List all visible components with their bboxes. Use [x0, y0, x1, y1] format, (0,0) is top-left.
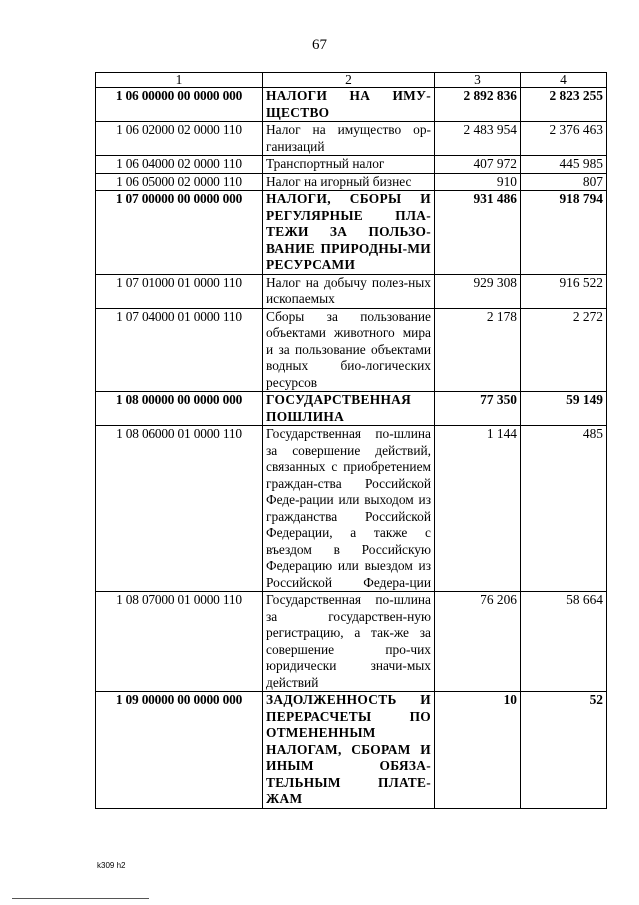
table-row [96, 156, 607, 174]
row-col4: 2 272 [521, 308, 607, 392]
row-col3: 77 350 [435, 392, 521, 426]
row-name: ГОСУДАРСТВЕННАЯ ПОШЛИНА [263, 392, 435, 426]
row-col3: 910 [435, 173, 521, 191]
row-col4: 485 [521, 426, 607, 592]
row-name: Налог на имущество ор-ганизаций [263, 122, 435, 156]
table-row [96, 173, 607, 191]
row-name: Налог на игорный бизнес [263, 173, 435, 191]
row-col3: 2 178 [435, 308, 521, 392]
row-code: 1 06 05000 02 0000 110 [96, 173, 263, 191]
table-row [96, 88, 607, 122]
row-col3: 931 486 [435, 191, 521, 275]
header-col-2: 2 [263, 73, 435, 88]
row-name: Государственная по-шлина за государствен-ную регистрацию, а так-же за совершение про-чих юридически значи-мых действий [263, 592, 435, 692]
row-col4: 918 794 [521, 191, 607, 275]
row-col4: 59 149 [521, 392, 607, 426]
table-row [96, 392, 607, 426]
row-col4: 916 522 [521, 274, 607, 308]
row-code: 1 07 04000 01 0000 110 [96, 308, 263, 392]
row-col3: 1 144 [435, 426, 521, 592]
row-code: 1 08 07000 01 0000 110 [96, 592, 263, 692]
row-name: Государственная по-шлина за совершение действий, связанных с приобретением граждан-ства Российской Феде-рации или выходом из гражданства Российской Федерации, а также с въездом в Российскую Федерацию или выездом из Российской Федера-ции [263, 426, 435, 592]
bottom-rule [12, 898, 149, 899]
table-row [96, 692, 607, 809]
row-name: НАЛОГИ, СБОРЫ И РЕГУЛЯРНЫЕ ПЛА-ТЕЖИ ЗА ПОЛЬЗО-ВАНИЕ ПРИРОДНЫ-МИ РЕСУРСАМИ [263, 191, 435, 275]
table-header-row [96, 73, 607, 88]
row-code: 1 08 00000 00 0000 000 [96, 392, 263, 426]
table-row [96, 122, 607, 156]
row-col4: 445 985 [521, 156, 607, 174]
row-col4: 2 823 255 [521, 88, 607, 122]
row-col4: 52 [521, 692, 607, 809]
table-row [96, 426, 607, 592]
table-row [96, 191, 607, 275]
row-code: 1 06 00000 00 0000 000 [96, 88, 263, 122]
header-col-4: 4 [521, 73, 607, 88]
row-name: НАЛОГИ НА ИМУ-ЩЕСТВО [263, 88, 435, 122]
budget-table [95, 72, 607, 809]
row-code: 1 06 02000 02 0000 110 [96, 122, 263, 156]
row-code: 1 09 00000 00 0000 000 [96, 692, 263, 809]
row-col4: 58 664 [521, 592, 607, 692]
header-col-1: 1 [96, 73, 263, 88]
row-name: ЗАДОЛЖЕННОСТЬ И ПЕРЕРАСЧЕТЫ ПО ОТМЕНЕННЫМ НАЛОГАМ, СБОРАМ И ИНЫМ ОБЯЗА-ТЕЛЬНЫМ ПЛАТЕ-ЖАМ [263, 692, 435, 809]
row-col3: 2 892 836 [435, 88, 521, 122]
table-row [96, 274, 607, 308]
row-col3: 10 [435, 692, 521, 809]
row-code: 1 07 01000 01 0000 110 [96, 274, 263, 308]
row-code: 1 08 06000 01 0000 110 [96, 426, 263, 592]
row-col3: 2 483 954 [435, 122, 521, 156]
row-col3: 929 308 [435, 274, 521, 308]
table-row [96, 308, 607, 392]
row-name: Налог на добычу полез-ных ископаемых [263, 274, 435, 308]
row-col3: 407 972 [435, 156, 521, 174]
footer-mark: k309 h2 [97, 861, 126, 870]
row-code: 1 06 04000 02 0000 110 [96, 156, 263, 174]
row-name: Транспортный налог [263, 156, 435, 174]
table-row [96, 592, 607, 692]
row-name: Сборы за пользование объектами животного мира и за пользование объектами водных био-логических ресурсов [263, 308, 435, 392]
header-col-3: 3 [435, 73, 521, 88]
row-col4: 807 [521, 173, 607, 191]
row-col3: 76 206 [435, 592, 521, 692]
page-number: 67 [312, 37, 327, 53]
row-code: 1 07 00000 00 0000 000 [96, 191, 263, 275]
row-col4: 2 376 463 [521, 122, 607, 156]
